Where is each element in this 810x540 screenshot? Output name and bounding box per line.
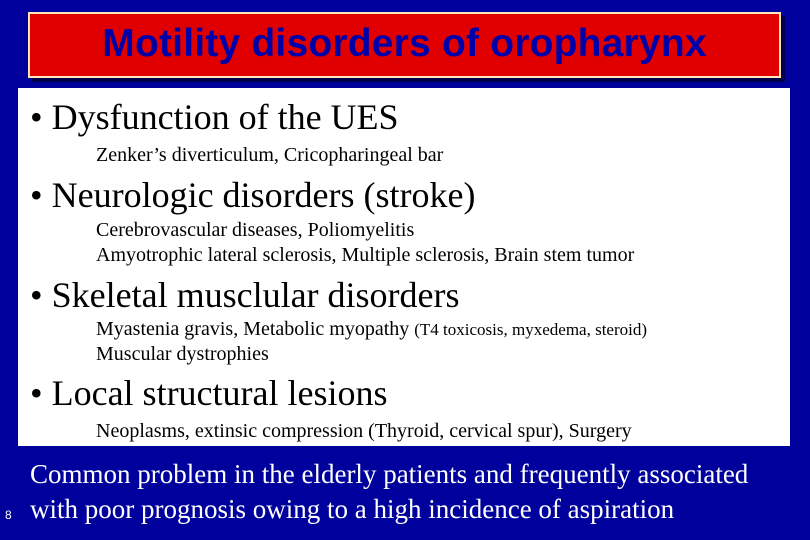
bullet-local-lesions xyxy=(30,372,388,414)
detail-main: Myastenia gravis, Metabolic myopathy xyxy=(96,318,415,340)
bullet-heading: Neurologic disorders (stroke) xyxy=(51,175,476,215)
bullet-heading: Dysfunction of the UES xyxy=(51,97,399,137)
bullet-marker: • xyxy=(30,97,43,137)
bullet-heading: Skeletal musclular disorders xyxy=(51,275,460,315)
summary-note xyxy=(30,457,748,527)
bullet-heading: Local structural lesions xyxy=(51,373,388,413)
bullet-detail: Neoplasms, extinsic compression (Thyroid, cervical spur), Surgery xyxy=(96,420,632,442)
bullet-detail: Amyotrophic lateral sclerosis, Multiple sclerosis, Brain stem tumor xyxy=(96,244,635,266)
bullet-marker: • xyxy=(30,175,43,215)
content-panel xyxy=(18,88,790,446)
bullet-detail: Muscular dystrophies xyxy=(96,343,269,365)
bullet-detail xyxy=(96,317,647,342)
bullet-detail: Zenker’s diverticulum, Cricopharingeal bar xyxy=(96,144,444,166)
bullet-marker: • xyxy=(30,373,43,413)
bullet-detail: Cerebrovascular diseases, Poliomyelitis xyxy=(96,219,415,241)
summary-line: with poor prognosis owing to a high incidence of aspiration xyxy=(30,494,675,524)
bullet-marker: • xyxy=(30,275,43,315)
bullet-neurologic-disorders xyxy=(30,174,476,216)
bullet-dysfunction-ues xyxy=(30,96,399,138)
slide-number: 8 xyxy=(5,508,12,522)
bullet-skeletal-disorders xyxy=(30,274,460,316)
slide-title: Motility disorders of oropharynx xyxy=(102,22,707,65)
title-banner xyxy=(28,12,781,78)
summary-line: Common problem in the elderly patients and frequently associated xyxy=(30,459,749,489)
detail-note: (T4 toxicosis, myxedema, steroid) xyxy=(414,320,648,339)
